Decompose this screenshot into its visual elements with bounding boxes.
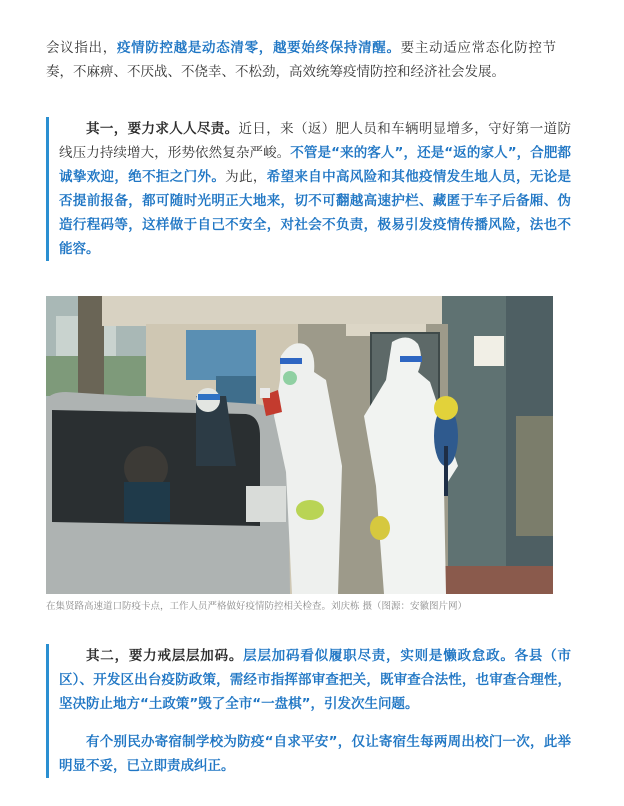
checkpoint-photo [46,296,553,594]
section-two-paragraph-2: 有个别民办寄宿制学校为防疫“自求平安”，仅让寄宿生每两周出校门一次，此举明显不妥，已立即责成纠正。 [59,734,571,774]
section-one-highlight-request: 希望来自中高风险和其他疫情发生地人员，无论是否提前报备，都可随时光明正大地来，切不可翻越高速护栏、藏匿于车子后备厢、伪造行程码等，这样做于自己不安全，对社会不负责，极易引发疫情传播风险，法也不能容。 [59,169,572,257]
section-two-quote-block [46,644,571,778]
section-two-heading: 其二，要力戒层层加码。 [86,648,244,664]
section-two-paragraph-1 [59,644,571,716]
section-two-highlight: 层层加码看似履职尽责，实则是懒政怠政。各县（市区）、开发区出台疫防政策，需经市指挥部审查把关，既审查合法性，也审查合理性，坚决防止地方“土政策”毁了全市“一盘棋”，引发次生问题。 [59,648,572,712]
section-one-quote-block [46,117,571,261]
intro-lead-text: 会议指出， [46,40,117,56]
section-one-body-text: 近日，来（返）肥人员和车辆明显增多，守好第一道防线压力持续增大，形势依然复杂严峻。 [59,121,572,161]
section-one-connector-text: 为此， [225,169,267,185]
intro-body-text: 要主动适应常态化防控节奏，不麻痹、不厌战、不侥幸、不松劲，高效统筹疫情防控和经济社会发展。 [46,40,557,80]
intro-highlight-text: 疫情防控越是动态清零，越要始终保持清醒。 [116,40,401,56]
section-one-paragraph [59,117,571,261]
section-one-heading: 其一，要力求人人尽责。 [86,121,239,137]
photo-caption: 在集贤路高速道口防疫卡点，工作人员严格做好疫情防控相关检查。刘庆栋 摄（图源：安徽图片网） [46,601,468,612]
intro-paragraph [46,36,556,84]
section-one-highlight-welcome: 不管是“来的客人”，还是“返的家人”，合肥都诚挚欢迎，绝不拒之门外。 [59,145,571,185]
